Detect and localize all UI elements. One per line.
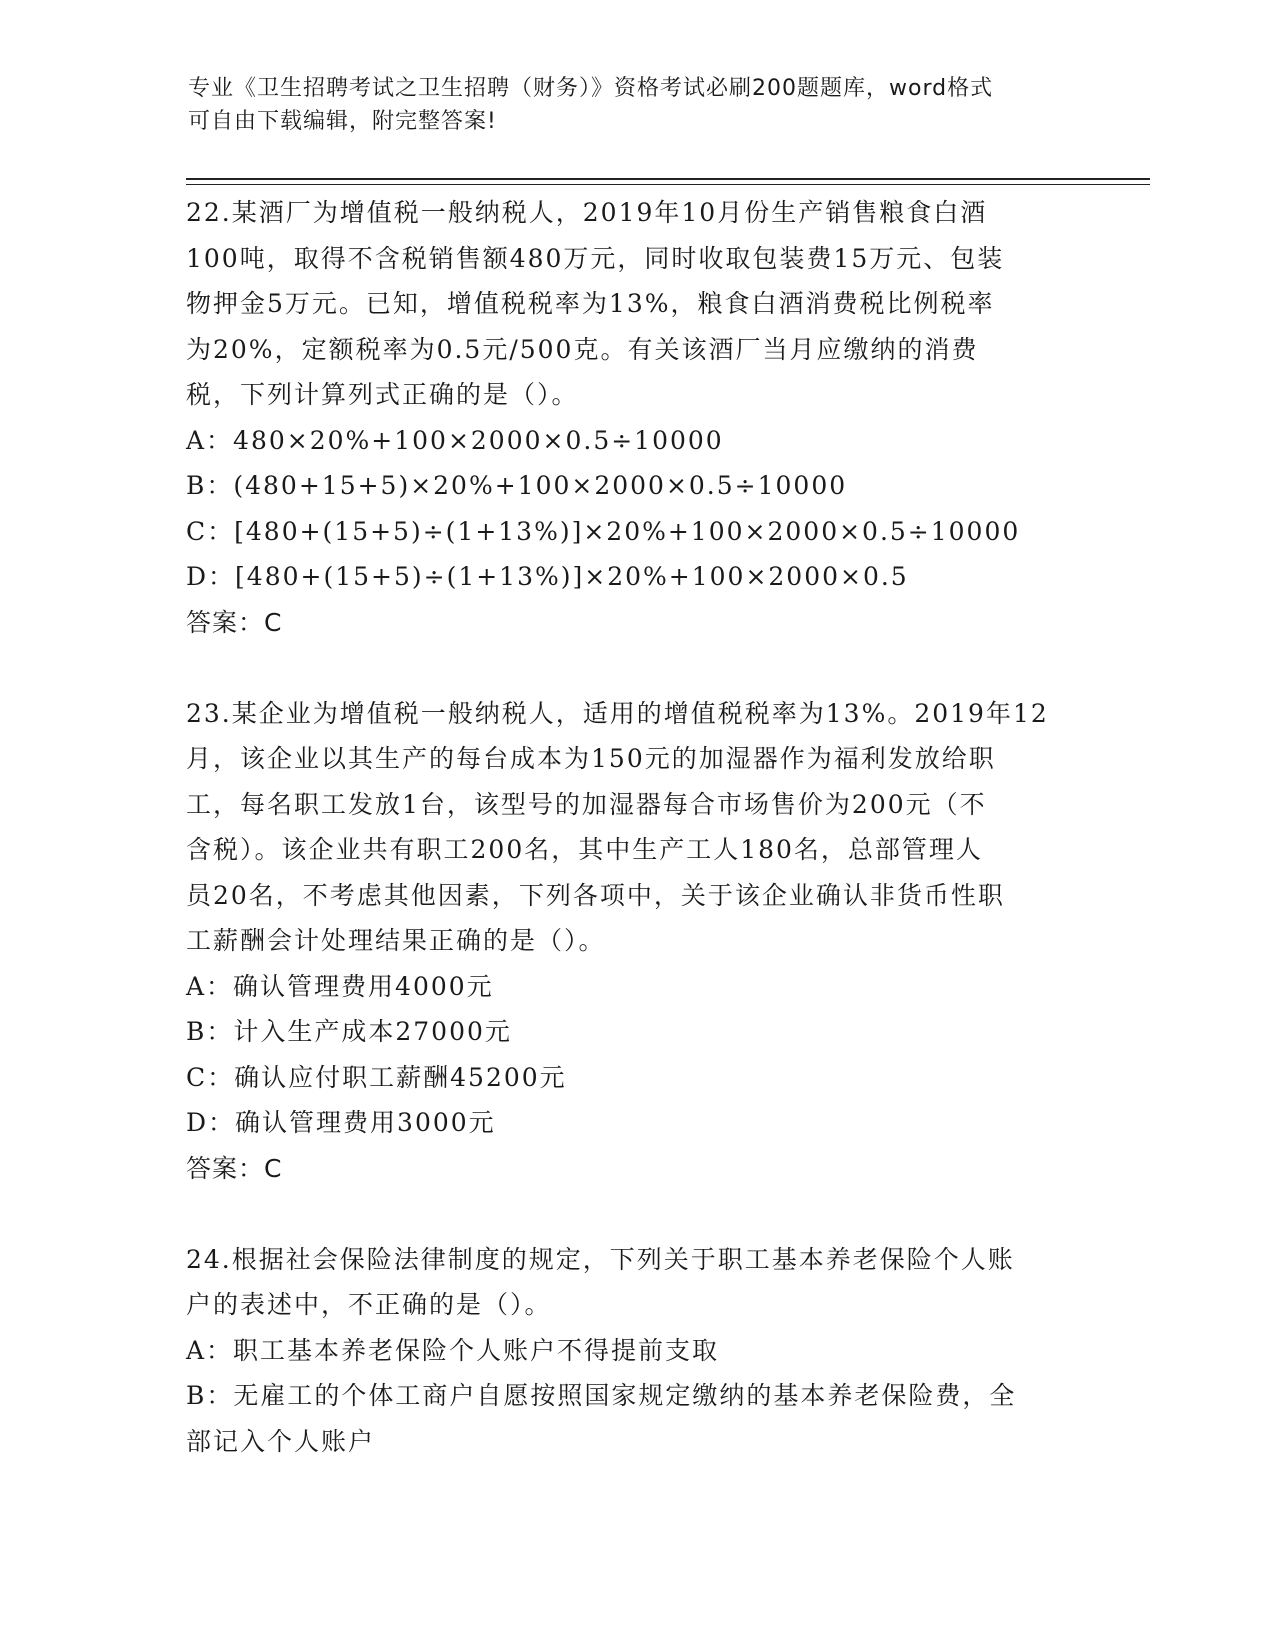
- option-d: D：确认管理费用3000元: [186, 1108, 496, 1137]
- header-divider-thick: [186, 178, 1150, 180]
- answer-label: 答案：C: [186, 1153, 283, 1183]
- question-spacer: [186, 645, 1086, 691]
- question-22: [186, 190, 1086, 645]
- document-header: [188, 72, 1088, 138]
- option-a: A：480×20%+100×2000×0.5÷10000: [186, 425, 724, 455]
- question-stem-line: 为20%，定额税率为0.5元/500克。有关该酒厂当月应缴纳的消费: [186, 334, 979, 364]
- option-b-continued: 部记入个人账户: [186, 1426, 376, 1456]
- question-stem-line: 100吨，取得不含税销售额480万元，同时收取包装费15万元、包装: [186, 243, 1005, 273]
- header-line-2: 可自由下载编辑，附完整答案!: [188, 109, 497, 134]
- question-23: [186, 691, 1086, 1192]
- option-b: B：无雇工的个体工商户自愿按照国家规定缴纳的基本养老保险费，全: [186, 1381, 1017, 1410]
- question-stem-line: 户的表述中，不正确的是（）。: [186, 1290, 552, 1319]
- option-a: A：确认管理费用4000元: [186, 971, 494, 1001]
- option-b: B：(480+15+5)×20%+100×2000×0.5÷10000: [186, 471, 848, 500]
- question-stem-line: 月，该企业以其生产的每台成本为150元的加湿器作为福利发放给职: [186, 744, 996, 773]
- question-stem-line: 员20名，不考虑其他因素，下列各项中，关于该企业确认非货币性职: [186, 880, 1005, 910]
- option-b: B：计入生产成本27000元: [186, 1017, 512, 1046]
- question-24: [186, 1237, 1086, 1465]
- header-line-1: 专业《卫生招聘考试之卫生招聘（财务）》资格考试必刷200题题库，word格式: [188, 76, 994, 101]
- question-stem-line: 22.某酒厂为增值税一般纳税人，2019年10月份生产销售粮食白酒: [186, 198, 988, 227]
- question-stem-line: 工，每名职工发放1台，该型号的加湿器每合市场售价为200元（不: [186, 789, 987, 819]
- header-divider-thin: [186, 184, 1150, 185]
- question-stem-line: 24.根据社会保险法律制度的规定，下列关于职工基本养老保险个人账: [186, 1244, 1015, 1274]
- question-stem-line: 23.某企业为增值税一般纳税人，适用的增值税税率为13%。2019年12: [186, 698, 1049, 728]
- question-spacer: [186, 1191, 1086, 1237]
- option-c: C：[480+(15+5)÷(1+13%)]×20%+100×2000×0.5÷10000: [186, 516, 1021, 546]
- question-stem-line: 含税）。该企业共有职工200名，其中生产工人180名，总部管理人: [186, 835, 983, 864]
- option-c: C：确认应付职工薪酬45200元: [186, 1062, 567, 1092]
- option-d: D：[480+(15+5)÷(1+13%)]×20%+100×2000×0.5: [186, 562, 909, 591]
- question-list: [186, 190, 1086, 1464]
- question-stem-line: 工薪酬会计处理结果正确的是（）。: [186, 926, 606, 955]
- question-stem-line: 物押金5万元。已知，增值税税率为13%，粮食白酒消费税比例税率: [186, 289, 995, 318]
- option-a: A：职工基本养老保险个人账户不得提前支取: [186, 1335, 720, 1365]
- answer-label: 答案：C: [186, 607, 283, 637]
- question-stem-line: 税，下列计算列式正确的是（）。: [186, 380, 579, 409]
